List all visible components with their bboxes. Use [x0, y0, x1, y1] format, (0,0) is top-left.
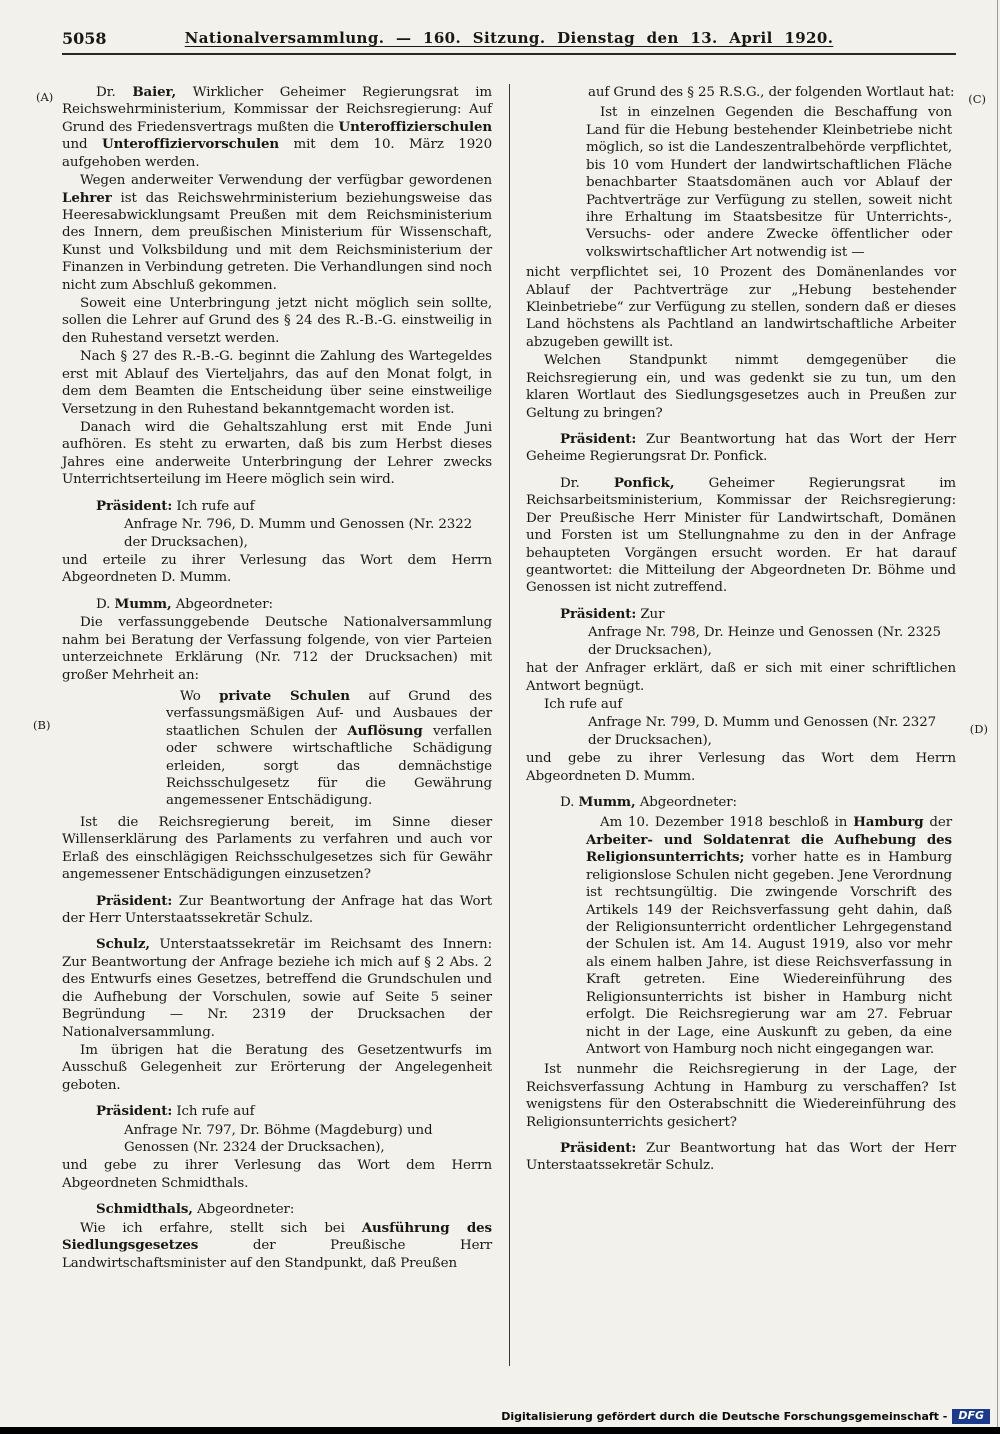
- paragraph: [586, 104, 952, 261]
- paragraph: [62, 295, 492, 347]
- body-text: Wirklicher Geheimer Regierungsrat im Reichswehrministerium, Kommissar der Reichsregierung: Auf Grund des Friedensvertrags mußten die: [62, 85, 492, 135]
- body-text: Abgeordneter:: [171, 596, 273, 612]
- emphasis-text: Baier,: [132, 84, 177, 100]
- paragraph: [62, 614, 492, 684]
- body-text: Ist in einzelnen Gegenden die Beschaffung von Land für die Hebung bestehender Kleinbetriebe nicht möglich, so ist die Landeszentralbehörde verpflichtet, bis 10 vom Hundert der landwirtschaftlichen Fläche benachbarter Staatsdomänen auch vor Ablauf der Pachtverträge zur Verfügung zu stellen, soweit nicht ihre Erhaltung im Staatsbesitze für Unterrichts-, Versuchs- oder andere Zwecke öffentlicher oder volkswirtschaftlicher Art notwendig ist —: [586, 105, 952, 260]
- body-text: Zur Beantwortung der Anfrage hat das Wort der Herr Unterstaatssekretär Schulz.: [62, 893, 492, 926]
- paragraph: [526, 264, 956, 351]
- paragraph: [588, 624, 956, 659]
- paragraph: [526, 431, 956, 466]
- body-text: Unterstaatssekretär im Reichsamt des Innern: Zur Beantwortung der Anfrage beziehe ich mich auf § 2 Abs. 2 des Entwurfs eines Gesetzes, betreffend die Grundschulen und die Aufhebung der Vorschulen, sowie auf Seite 5 seiner Begründung — Nr. 2319 der Drucksachen der Nationalversammlung.: [62, 937, 492, 1040]
- page-body: [62, 84, 956, 1390]
- body-text: ist das Reichswehrministerium beziehungsweise das Heeresabwicklungsamt Preußen mit dem Reichsministerium des Innern, dem preußischen Ministerium für Wissenschaft, Kunst und Volksbildung und mit dem Reichsministerium der Finanzen in Verbindung getreten. Die Verhandlungen sind noch nicht zum Abschluß gekommen.: [62, 190, 492, 293]
- body-text: und: [62, 137, 103, 153]
- paragraph: [62, 84, 492, 171]
- emphasis-text: Mumm,: [578, 794, 636, 811]
- paragraph: [588, 84, 956, 101]
- emphasis-text: Unteroffizierschulen: [338, 118, 492, 135]
- body-text: D.: [560, 795, 579, 811]
- emphasis-text: Ponfick,: [613, 474, 675, 491]
- body-text: Abgeordneter:: [192, 1202, 295, 1218]
- paragraph: [62, 172, 492, 294]
- emphasis-text: Präsident:: [96, 497, 173, 514]
- body-text: auf Grund des § 25 R.S.G., der folgenden Wortlaut hat:: [588, 85, 955, 100]
- paragraph: [526, 475, 956, 597]
- paragraph: [526, 606, 956, 623]
- margin-marker-b: (B): [33, 718, 51, 732]
- paragraph: [526, 1061, 956, 1131]
- emphasis-text: Präsident:: [560, 605, 637, 622]
- scan-edge-artifact: [997, 0, 998, 1434]
- body-text: nicht verpflichtet sei, 10 Prozent des Domänenlandes vor Ablauf der Pachtverträge zur „Hebung bestehender Kleinbetriebe“ zur Verfügung zu stellen, sondern daß er dieses Land höchstens als Pachtland an landwirtschaftliche Arbeiter abzugeben gewillt ist.: [526, 265, 956, 350]
- body-text: Wegen anderweiter Verwendung der verfügbar gewordenen: [80, 173, 492, 189]
- header-title: Nationalversammlung. — 160. Sitzung. Dienstag den 13. April 1920.: [184, 29, 834, 47]
- digitization-credit: Digitalisierung gefördert durch die Deutsche Forschungsgemeinschaft -: [501, 1409, 948, 1423]
- paragraph: [62, 419, 492, 489]
- body-text: Wie ich erfahre, stellt sich bei: [80, 1220, 362, 1236]
- body-text: Zur Beantwortung hat das Wort der Herr Geheime Regierungsrat Dr. Ponfick.: [526, 432, 956, 465]
- body-text: Danach wird die Gehaltszahlung erst mit Ende Juni aufhören. Es steht zu erwarten, daß bis zum Herbst dieses Jahres eine anderweite Unterbringung der Lehrer zwecks Unterrichtserteilung im Heere möglich sein wird.: [62, 420, 492, 488]
- body-text: verfallen oder schwere wirtschaftliche Schädigung erleiden, sorgt das demnächstige Reichsschulgesetz für die Gewährung angemessener Entschädigung.: [166, 723, 493, 809]
- paragraph: [526, 696, 956, 713]
- body-text: mit dem 10. März 1920 aufgehoben werden.: [62, 137, 492, 170]
- body-text: hat der Anfrager erklärt, daß er sich mit einer schriftlichen Antwort begnügt.: [526, 661, 956, 694]
- paragraph: [62, 1157, 492, 1192]
- emphasis-text: Auflösung: [347, 722, 423, 739]
- paragraph: [62, 814, 492, 884]
- emphasis-text: Arbeiter- und Soldatenrat die Aufhebung des Religionsunterrichts;: [586, 831, 952, 866]
- paragraph: [62, 1201, 492, 1218]
- scan-bottom-bar: [0, 1427, 1000, 1434]
- body-text: D.: [96, 596, 115, 612]
- paragraph: [124, 516, 492, 551]
- body-text: Dr.: [560, 475, 614, 491]
- emphasis-text: Lehrer: [62, 189, 112, 206]
- paragraph: [588, 714, 956, 749]
- body-text: Im übrigen hat die Beratung des Gesetzentwurfs im Ausschuß Gelegenheit zur Erörterung der Angelegenheit geboten.: [62, 1042, 492, 1093]
- paragraph: [526, 352, 956, 422]
- body-text: Abgeordneter:: [635, 795, 737, 811]
- margin-marker-a: (A): [36, 90, 54, 104]
- body-text: Anfrage Nr. 796, D. Mumm und Genossen (Nr. 2322 der Drucksachen),: [124, 517, 473, 550]
- page-header: [62, 28, 956, 55]
- emphasis-text: Ausführung des Siedlungsgesetzes: [62, 1219, 492, 1254]
- column-divider-rule: [509, 84, 510, 1366]
- body-text: auf Grund des verfassungsmäßigen Auf- und Ausbaues der staatlichen Schulen der: [166, 688, 493, 739]
- emphasis-text: Schmidthals,: [96, 1201, 193, 1218]
- body-text: Anfrage Nr. 799, D. Mumm und Genossen (Nr. 2327 der Drucksachen),: [588, 715, 937, 748]
- body-text: der Preußische Herr Landwirtschaftsminister auf den Standpunkt, daß Preußen: [62, 1238, 492, 1271]
- digitization-footer: [501, 1409, 990, 1424]
- body-text: Die verfassunggebende Deutsche Nationalversammlung nahm bei Beratung der Verfassung folgende, von vier Parteien unterzeichnete Erklärung (Nr. 712 der Drucksachen) mit großer Mehrheit an:: [62, 615, 492, 683]
- body-text: Zur: [636, 606, 665, 622]
- paragraph: [586, 814, 952, 1058]
- paragraph: [62, 348, 492, 418]
- emphasis-text: Unteroffiziervorschulen: [102, 136, 279, 153]
- body-text: vorher hatte es in Hamburg religionslose Schulen nicht gegeben. Jene Verordnung ist rechtsungültig. Die zwingende Vorschrift des Artikels 149 der Reichsverfassung geht dahin, daß der Religionsunterricht ordentlicher Lehrgegenstand der Schulen ist. Am 14. August 1919, also vor mehr als einem halben Jahre, ist diese Reichsverfassung in Kraft getreten. Eine Wiedereinführung des Religionsunterrichts ist bisher in Hamburg nicht erfolgt. Die Reichsregierung war am 27. Februar nicht in der Lage, eine Auskunft zu geben, da eine Antwort von Hamburg noch nicht eingegangen war.: [586, 850, 952, 1057]
- paragraph: [62, 936, 492, 1041]
- emphasis-text: Präsident:: [560, 1140, 637, 1157]
- body-text: Soweit eine Unterbringung jetzt nicht möglich sein sollte, sollen die Lehrer auf Grund des § 24 des R.-B.-G. einstweilig in den Ruhestand versetzt werden.: [62, 296, 492, 346]
- left-column: [62, 84, 492, 1390]
- body-text: Geheimer Regierungsrat im Reichsarbeitsministerium, Kommissar der Reichsregierung: Der Preußische Herr Minister für Landwirtschaft, Domänen und Forsten ist um Stellungnahme zu den in der Anfrage behaupteten Vorgängen ersucht worden. Er hat darauf geantwortet: die Mitteilung der Abgeordneten Dr. Böhme und Genossen ist nicht zutreffend.: [526, 475, 956, 596]
- body-text: Anfrage Nr. 798, Dr. Heinze und Genossen (Nr. 2325 der Drucksachen),: [588, 625, 941, 658]
- paragraph: [166, 688, 492, 810]
- paragraph: [124, 1122, 492, 1157]
- paragraph: [62, 893, 492, 928]
- paragraph: [526, 1140, 956, 1175]
- body-text: Welchen Standpunkt nimmt demgegenüber die Reichsregierung ein, und was gedenkt sie zu tun, um den klaren Wortlaut des Siedlungsgesetzes auch in Preußen zur Geltung zu bringen?: [526, 353, 956, 421]
- emphasis-text: Schulz,: [96, 936, 150, 953]
- body-text: Anfrage Nr. 797, Dr. Böhme (Magdeburg) und Genossen (Nr. 2324 der Drucksachen),: [124, 1122, 433, 1156]
- body-text: Ist nunmehr die Reichsregierung in der Lage, der Reichsverfassung Achtung in Hamburg zu verschaffen? Ist wenigstens für den Osterabschnitt die Wiedereinführung des Religionsunterrichts gesichert?: [526, 1062, 956, 1130]
- emphasis-text: Mumm,: [114, 595, 172, 612]
- paragraph: [526, 794, 956, 811]
- paragraph: [62, 596, 492, 613]
- body-text: und erteile zu ihrer Verlesung das Wort dem Herrn Abgeordneten D. Mumm.: [62, 552, 492, 586]
- right-column: [526, 84, 956, 1390]
- body-text: Ich rufe auf: [172, 1104, 255, 1120]
- paragraph: [526, 750, 956, 785]
- body-text: Am 10. Dezember 1918 beschloß in: [600, 815, 854, 831]
- body-text: Ich rufe auf: [172, 498, 255, 514]
- emphasis-text: Hamburg: [853, 814, 924, 831]
- paragraph: [62, 498, 492, 515]
- paragraph: [62, 552, 492, 587]
- body-text: und gebe zu ihrer Verlesung das Wort dem Herrn Abgeordneten D. Mumm.: [526, 751, 956, 784]
- emphasis-text: Präsident:: [560, 431, 637, 448]
- paragraph: [62, 1220, 492, 1272]
- dfg-logo: DFG: [952, 1409, 990, 1424]
- paragraph: [62, 1042, 492, 1094]
- body-text: Ist die Reichsregierung bereit, im Sinne dieser Willenserklärung des Parlaments zu verfahren und auch vor Erlaß des einschlägigen Reichsschulgesetzes sich für Gewähr angemessener Entschädigungen einzusetzen?: [62, 814, 492, 883]
- margin-marker-c: (C): [968, 92, 986, 106]
- emphasis-text: private Schulen: [219, 687, 350, 704]
- body-text: Zur Beantwortung hat das Wort der Herr Unterstaatssekretär Schulz.: [526, 1141, 956, 1174]
- body-text: und gebe zu ihrer Verlesung das Wort dem Herrn Abgeordneten Schmidthals.: [62, 1158, 492, 1191]
- paragraph: [62, 1103, 492, 1120]
- emphasis-text: Präsident:: [96, 1103, 173, 1120]
- emphasis-text: Präsident:: [96, 892, 173, 909]
- margin-marker-d: (D): [969, 722, 988, 736]
- body-text: Nach § 27 des R.-B.-G. beginnt die Zahlung des Wartegeldes erst mit Ablauf des Vierteljahrs, das auf den Monat folgt, in dem dem Beamten die Entscheidung über seine einstweilige Versetzung in den Ruhestand bekanntgemacht worden ist.: [62, 349, 492, 417]
- body-text: Wo: [180, 688, 220, 704]
- body-text: Dr.: [96, 85, 133, 100]
- body-text: Ich rufe auf: [544, 696, 623, 712]
- page-number: 5058: [62, 29, 107, 48]
- body-text: der: [923, 815, 952, 831]
- paragraph: [526, 660, 956, 695]
